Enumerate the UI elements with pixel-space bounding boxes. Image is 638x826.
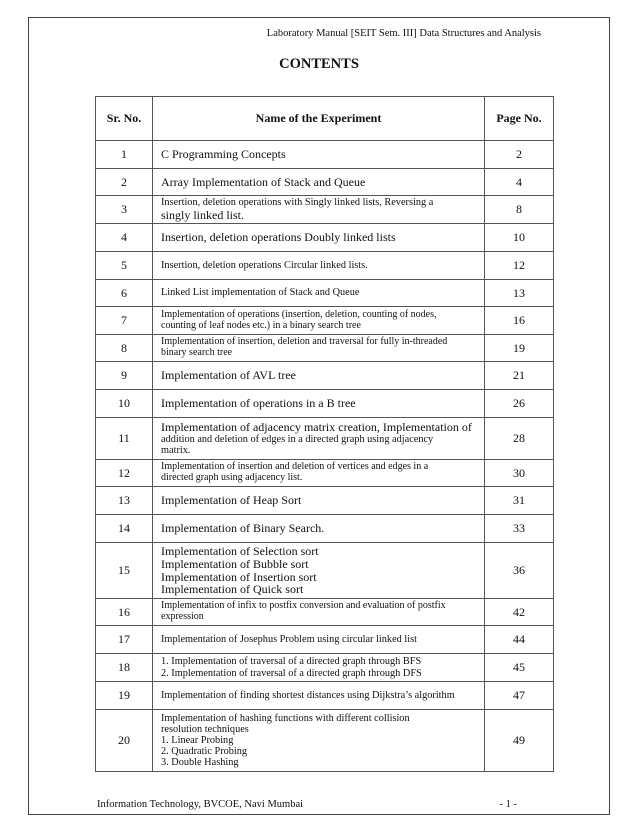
sr-no-cell: 20 [96, 710, 153, 772]
experiment-name-line: Implementation of Insertion sort [161, 569, 317, 584]
experiment-name-line: directed graph using adjacency list. [161, 472, 303, 483]
table-row [96, 362, 554, 390]
page-no-cell: 44 [485, 626, 554, 654]
sr-no-cell: 15 [96, 543, 153, 599]
experiment-name-line: Implementation of finding shortest distances using Dijkstra’s algorithm [161, 689, 455, 701]
experiment-name-line: Implementation of insertion, deletion and traversal for fully in-threaded [161, 336, 448, 348]
experiment-name-line: counting of leaf nodes etc.) in a binary search tree [161, 319, 361, 331]
sr-no-cell: 3 [96, 196, 153, 224]
column-header-page-no: Page No. [485, 97, 554, 141]
page-no-cell: 12 [485, 252, 554, 280]
footer-page-number: - 1 - [499, 799, 517, 810]
experiment-name-line: 1. Linear Probing [161, 734, 234, 746]
experiment-name-line: 2. Quadratic Probing [161, 746, 248, 758]
sr-no-cell: 8 [96, 335, 153, 362]
experiment-name-cell [153, 224, 485, 252]
page-no-cell: 19 [485, 335, 554, 362]
table-header-row [96, 97, 554, 141]
experiment-name-cell [153, 141, 485, 169]
page-no-cell: 16 [485, 307, 554, 335]
experiment-name-line: 1. Implementation of traversal of a directed graph through BFS [161, 656, 422, 668]
table-row [96, 390, 554, 418]
experiment-name-line: addition and deletion of edges in a directed graph using adjacency [161, 433, 434, 445]
page-no-cell: 49 [485, 710, 554, 772]
experiment-name-cell [153, 196, 485, 224]
experiment-name-line: binary search tree [161, 347, 233, 358]
experiment-name-line: resolution techniques [161, 723, 249, 735]
experiment-name-line: Implementation of Quick sort [161, 582, 304, 597]
page-no-cell: 45 [485, 654, 554, 682]
experiment-name-line: Insertion, deletion operations Doubly linked lists [161, 230, 396, 245]
table-row [96, 418, 554, 460]
sr-no-cell: 1 [96, 141, 153, 169]
experiment-name-cell [153, 599, 485, 626]
table-row [96, 654, 554, 682]
experiment-name-line: singly linked list. [161, 207, 245, 222]
experiment-name-cell [153, 390, 485, 418]
experiment-name-line: Implementation of operations (insertion, deletion, counting of nodes, [161, 308, 437, 320]
table-row [96, 460, 554, 487]
experiment-name-cell [153, 654, 485, 682]
table-row [96, 335, 554, 362]
page-title: CONTENTS [279, 56, 359, 72]
contents-table [95, 96, 554, 772]
sr-no-cell: 11 [96, 418, 153, 460]
page-no-cell: 10 [485, 224, 554, 252]
experiment-name-cell [153, 362, 485, 390]
experiment-name-line: 2. Implementation of traversal of a directed graph through DFS [161, 667, 422, 679]
sr-no-cell: 7 [96, 307, 153, 335]
page-no-cell: 47 [485, 682, 554, 710]
experiment-name-cell [153, 515, 485, 543]
table-row [96, 307, 554, 335]
sr-no-cell: 13 [96, 487, 153, 515]
sr-no-cell: 4 [96, 224, 153, 252]
page-no-cell: 42 [485, 599, 554, 626]
sr-no-cell: 10 [96, 390, 153, 418]
page-no-cell: 4 [485, 169, 554, 196]
page-no-cell: 21 [485, 362, 554, 390]
sr-no-cell: 6 [96, 280, 153, 307]
page-no-cell: 33 [485, 515, 554, 543]
table-row [96, 196, 554, 224]
experiment-name-line: C Programming Concepts [161, 147, 286, 162]
page-no-cell: 30 [485, 460, 554, 487]
sr-no-cell: 19 [96, 682, 153, 710]
running-header: Laboratory Manual [SEIT Sem. III] Data Structures and Analysis [266, 28, 541, 39]
page-no-cell: 13 [485, 280, 554, 307]
sr-no-cell: 2 [96, 169, 153, 196]
sr-no-cell: 18 [96, 654, 153, 682]
table-row [96, 626, 554, 654]
table-row [96, 682, 554, 710]
experiment-name-line: Insertion, deletion operations with Singly linked lists, Reversing a [161, 197, 434, 209]
experiment-name-cell [153, 169, 485, 196]
table-row [96, 599, 554, 626]
experiment-name-cell [153, 487, 485, 515]
page-no-cell: 28 [485, 418, 554, 460]
sr-no-cell: 14 [96, 515, 153, 543]
experiment-name-line: Insertion, deletion operations Circular linked lists. [161, 259, 368, 271]
page-no-cell: 2 [485, 141, 554, 169]
experiment-name-line: Implementation of infix to postfix conversion and evaluation of postfix [161, 600, 446, 612]
sr-no-cell: 12 [96, 460, 153, 487]
experiment-name-line: Implementation of AVL tree [161, 368, 296, 383]
page-no-cell: 31 [485, 487, 554, 515]
sr-no-cell: 5 [96, 252, 153, 280]
experiment-name-cell [153, 460, 485, 487]
experiment-name-line: Implementation of Binary Search. [161, 521, 325, 536]
experiment-name-line: Implementation of hashing functions with different collision [161, 712, 410, 724]
experiment-name-cell [153, 280, 485, 307]
table-row [96, 710, 554, 772]
table-row [96, 252, 554, 280]
experiment-name-cell [153, 710, 485, 772]
experiment-name-line: Implementation of Heap Sort [161, 493, 302, 508]
experiment-name-cell [153, 252, 485, 280]
experiment-name-line: Implementation of Bubble sort [161, 556, 309, 571]
footer-institution: Information Technology, BVCOE, Navi Mumbai [97, 799, 304, 810]
experiment-name-cell [153, 626, 485, 654]
experiment-name-line: 3. Double Hashing [161, 757, 239, 769]
table-row [96, 224, 554, 252]
sr-no-cell: 16 [96, 599, 153, 626]
experiment-name-cell [153, 682, 485, 710]
experiment-name-line: Linked List implementation of Stack and Queue [161, 287, 360, 299]
experiment-name-line: Implementation of adjacency matrix creation, Implementation of [161, 419, 472, 434]
document-page [28, 17, 610, 815]
experiment-name-line: Implementation of Josephus Problem using circular linked list [161, 633, 417, 645]
table-row [96, 141, 554, 169]
page-no-cell: 36 [485, 543, 554, 599]
table-row [96, 543, 554, 599]
experiment-name-line: Implementation of operations in a B tree [161, 396, 356, 411]
experiment-name-line: expression [161, 611, 204, 622]
table-row [96, 169, 554, 196]
sr-no-cell: 17 [96, 626, 153, 654]
experiment-name-cell [153, 543, 485, 599]
sr-no-cell: 9 [96, 362, 153, 390]
table-row [96, 515, 554, 543]
experiment-name-line: Implementation of Selection sort [161, 543, 319, 558]
column-header-experiment-name: Name of the Experiment [153, 97, 485, 141]
page-no-cell: 26 [485, 390, 554, 418]
experiment-name-line: matrix. [161, 444, 191, 456]
experiment-name-cell [153, 307, 485, 335]
table-row [96, 280, 554, 307]
experiment-name-line: Array Implementation of Stack and Queue [161, 174, 366, 189]
column-header-sr-no: Sr. No. [96, 97, 153, 141]
page-no-cell: 8 [485, 196, 554, 224]
experiment-name-cell [153, 335, 485, 362]
table-row [96, 487, 554, 515]
experiment-name-cell [153, 418, 485, 460]
experiment-name-line: Implementation of insertion and deletion of vertices and edges in a [161, 461, 429, 473]
